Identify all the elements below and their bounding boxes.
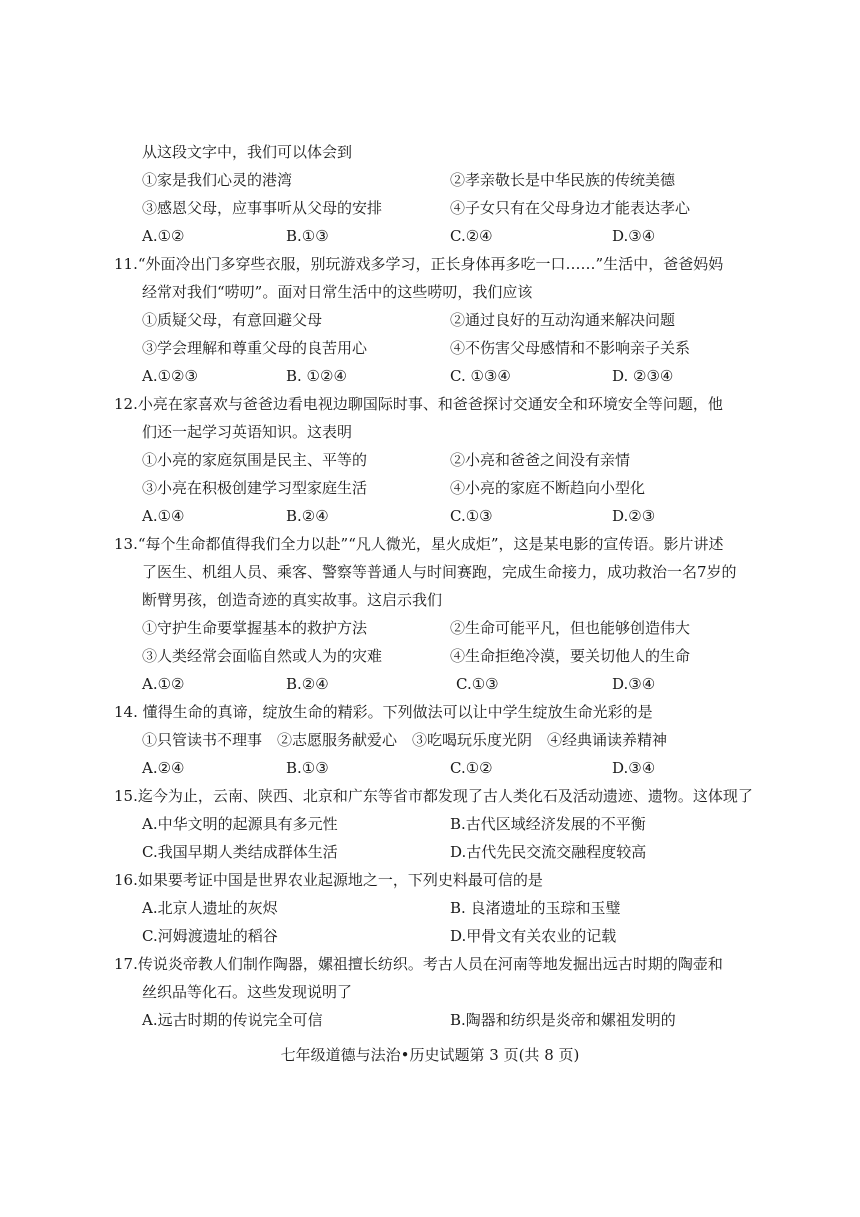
q14-stem: 14. 懂得生命的真谛，绽放生命的精彩。下列做法可以让中学生绽放生命光彩的是 [114, 703, 653, 721]
q11-option-3: ③学会理解和尊重父母的良苦用心 [142, 339, 368, 357]
q12-option-3: ③小亮在积极创建学习型家庭生活 [142, 479, 368, 497]
q14-choice-a: A.②④ [142, 759, 185, 777]
q16-choice-c: C.河姆渡遗址的稻谷 [142, 927, 278, 945]
q11-stem-line1: 11.“外面冷出门多穿些衣服，别玩游戏多学习，正长身体再多吃一口……”生活中，爸爸妈妈 [114, 255, 724, 273]
q11-choice-b: B. ①②④ [286, 367, 347, 385]
q15-choice-d: D.古代先民交流交融程度较高 [450, 843, 647, 861]
q16-choice-a: A.北京人遗址的灰烬 [142, 899, 278, 917]
q14-options: ①只管读书不理事 ②志愿服务献爱心 ③吃喝玩乐度光阴 ④经典诵读养精神 [142, 731, 668, 749]
q14-choice-d: D.③④ [612, 759, 656, 777]
q16-choice-d: D.甲骨文有关农业的记载 [450, 927, 617, 945]
q13-choice-b: B.②④ [286, 675, 329, 693]
q13-option-3: ③人类经常会面临自然或人为的灾难 [142, 647, 383, 665]
q11-choice-d: D. ②③④ [612, 367, 674, 385]
q10-choice-b: B.①③ [286, 227, 329, 245]
q12-stem-line1: 12.小亮在家喜欢与爸爸边看电视边聊国际时事、和爸爸探讨交通安全和环境安全等问题，他 [114, 395, 723, 413]
q13-stem-line2: 了医生、机组人员、乘客、警察等普通人与时间赛跑，完成生命接力，成功救治一名7岁的 [142, 563, 737, 581]
q17-choice-b: B.陶器和纺织是炎帝和嫘祖发明的 [450, 1011, 676, 1029]
q10-choice-a: A.①② [142, 227, 185, 245]
q14-choice-c: C.①② [450, 759, 493, 777]
q12-choice-c: C.①③ [450, 507, 493, 525]
q17-stem-line1: 17.传说炎帝教人们制作陶器，嫘祖擅长纺织。考古人员在河南等地发掘出远古时期的陶壶和 [114, 955, 723, 973]
q11-choice-a: A.①②③ [142, 367, 198, 385]
q10-option-1: ①家是我们心灵的港湾 [142, 171, 293, 189]
q10-option-4: ④子女只有在父母身边才能表达孝心 [450, 199, 691, 217]
q10-option-2: ②孝亲敬长是中华民族的传统美德 [450, 171, 676, 189]
q11-option-4: ④不伤害父母感情和不影响亲子关系 [450, 339, 691, 357]
q13-option-2: ②生命可能平凡，但也能够创造伟大 [450, 619, 691, 637]
q16-choice-b: B. 良渚遗址的玉琮和玉璧 [450, 899, 621, 917]
q15-choice-b: B.古代区域经济发展的不平衡 [450, 815, 646, 833]
q15-choice-a: A.中华文明的起源具有多元性 [142, 815, 338, 833]
q16-stem: 16.如果要考证中国是世界农业起源地之一，下列史料最可信的是 [114, 871, 543, 889]
q10-choice-c: C.②④ [450, 227, 493, 245]
q11-option-2: ②通过良好的互动沟通来解决问题 [450, 311, 676, 329]
q11-option-1: ①质疑父母，有意回避父母 [142, 311, 323, 329]
q12-choice-d: D.②③ [612, 507, 656, 525]
q12-stem-line2: 们还一起学习英语知识。这表明 [142, 423, 353, 441]
q13-stem-line1: 13.“每个生命都值得我们全力以赴”“凡人微光，星火成炬”，这是某电影的宣传语。影片讲述 [114, 535, 724, 553]
q13-option-1: ①守护生命要掌握基本的救护方法 [142, 619, 368, 637]
q10-option-3: ③感恩父母，应事事听从父母的安排 [142, 199, 383, 217]
q13-choice-c: C.①③ [456, 675, 499, 693]
q11-choice-c: C. ①③④ [450, 367, 511, 385]
q10-stem: 从这段文字中，我们可以体会到 [142, 143, 353, 161]
q13-choice-a: A.①② [142, 675, 185, 693]
q13-stem-line3: 断臂男孩，创造奇迹的真实故事。这启示我们 [142, 591, 443, 609]
q15-stem: 15.迄今为止，云南、陕西、北京和广东等省市都发现了古人类化石及活动遗迹、遗物。这体现了 [114, 787, 753, 805]
q14-choice-b: B.①③ [286, 759, 329, 777]
q12-option-2: ②小亮和爸爸之间没有亲情 [450, 451, 631, 469]
q10-choice-d: D.③④ [612, 227, 656, 245]
q11-stem-line2: 经常对我们“唠叨”。面对日常生活中的这些唠叨，我们应该 [142, 283, 533, 301]
page-footer: 七年级道德与法治•历史试题第 3 页(共 8 页) [280, 1046, 580, 1064]
q12-option-4: ④小亮的家庭不断趋向小型化 [450, 479, 646, 497]
q12-choice-a: A.①④ [142, 507, 185, 525]
q12-option-1: ①小亮的家庭氛围是民主、平等的 [142, 451, 368, 469]
q13-option-4: ④生命拒绝冷漠，要关切他人的生命 [450, 647, 691, 665]
q17-stem-line2: 丝织品等化石。这些发现说明了 [142, 983, 353, 1001]
q15-choice-c: C.我国早期人类结成群体生活 [142, 843, 338, 861]
q17-choice-a: A.远古时期的传说完全可信 [142, 1011, 323, 1029]
q12-choice-b: B.②④ [286, 507, 329, 525]
q13-choice-d: D.③④ [612, 675, 656, 693]
